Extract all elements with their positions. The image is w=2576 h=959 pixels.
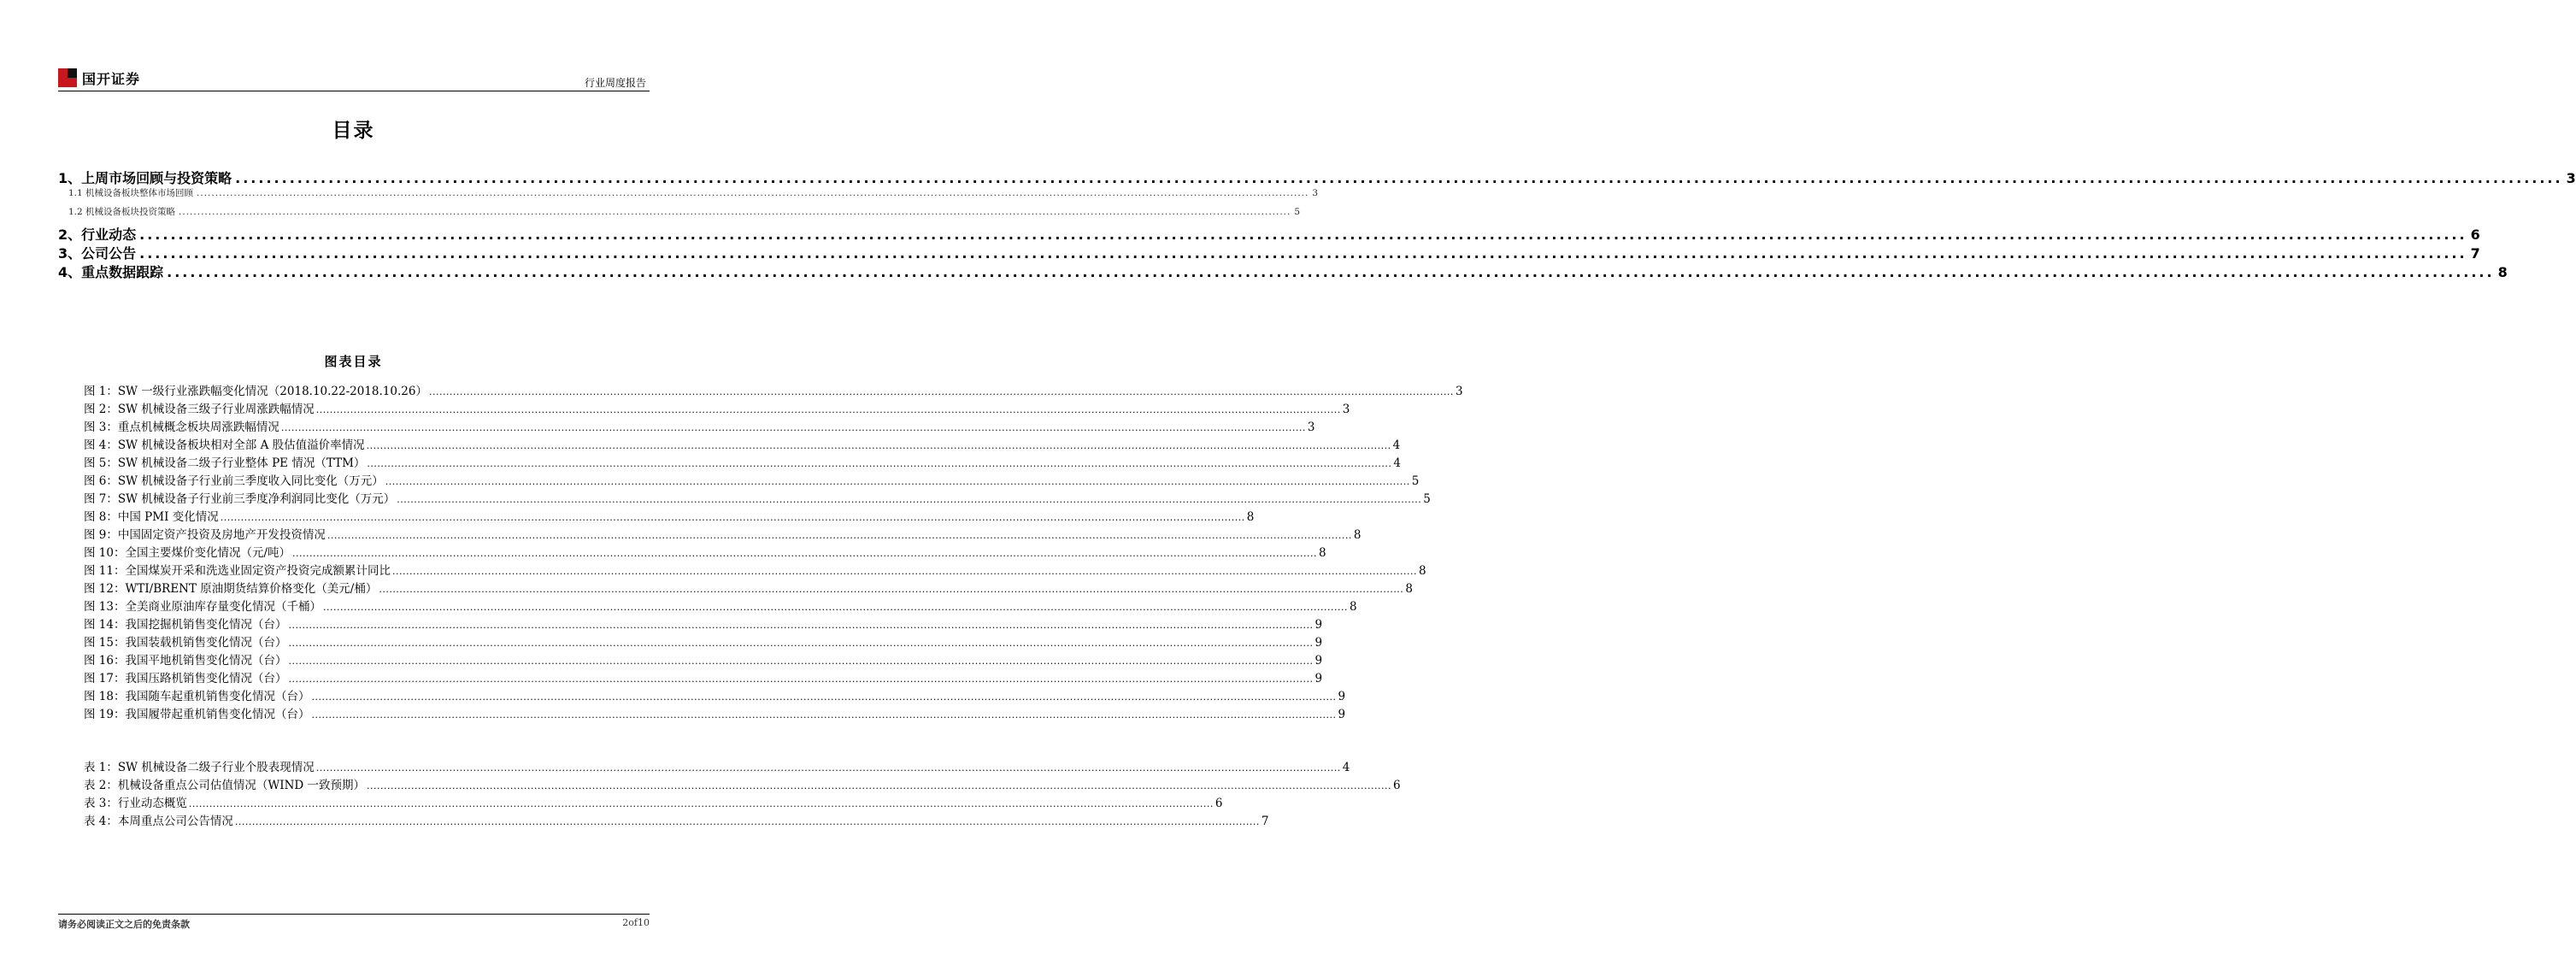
figure-entry-label: 图 2：SW 机械设备三级子行业周涨跌幅情况 <box>84 403 315 416</box>
figure-entry[interactable] <box>84 525 1362 543</box>
footer-disclaimer: 请务必阅读正文之后的免责条款 <box>58 919 190 930</box>
dot-leader: ............................................................................................................................................................................................................................................................................................................ <box>288 674 1314 685</box>
figure-entry-page: 9 <box>1314 672 1323 685</box>
dot-leader: ............................................................................................................................................................................................................................................................................................................ <box>391 566 1417 577</box>
figure-entry-label: 图 1：SW 一级行业涨跌幅变化情况（2018.10.22-2018.10.26） <box>84 385 427 398</box>
table-entry[interactable] <box>84 775 1401 793</box>
table-entry-label: 表 3：行业动态概览 <box>84 797 187 810</box>
figure-entry[interactable] <box>84 471 1420 489</box>
figure-entry-label: 图 15：我国装载机销售变化情况（台） <box>84 636 287 650</box>
toc-entry-page: 3 <box>2566 170 2576 186</box>
figure-entry-label: 图 3：重点机械概念板块周涨跌幅情况 <box>84 421 279 434</box>
figure-entry-label: 图 16：我国平地机销售变化情况（台） <box>84 654 287 668</box>
toc-entry[interactable] <box>58 186 1319 205</box>
figure-entry-label: 图 12：WTI/BRENT 原油期货结算价格变化（美元/桶） <box>84 582 378 596</box>
toc-entry-page: 8 <box>2497 264 2508 280</box>
figure-entry-page: 5 <box>1411 474 1420 488</box>
dot-leader: ............................................................................................................................................................................................................................................................................................................ <box>234 816 1260 827</box>
toc-entry[interactable] <box>58 243 2480 262</box>
report-type: 行业周度报告 <box>584 77 646 89</box>
dot-leader: ............................................................................................................................................................................................................................................................................................................ <box>397 494 1422 505</box>
table-entry-page: 6 <box>1393 779 1401 792</box>
figure-entry[interactable] <box>84 615 1323 632</box>
dot-leader: ............................................................................................................................................................................................................................................................................................................ <box>366 440 1391 451</box>
dot-leader: ............................................................................................................................................................................................................................................................................................................ <box>367 458 1392 469</box>
figure-entry[interactable] <box>84 453 1401 471</box>
figure-entry[interactable] <box>84 489 1431 507</box>
table-entry-label: 表 1：SW 机械设备二级子行业个股表现情况 <box>84 761 315 774</box>
dot-leader: ............................................................................................................................................................................................................................................................................................................ <box>315 762 1341 774</box>
figure-entry[interactable] <box>84 597 1357 615</box>
dot-leader: ............................................................................................................................................................................................................................................................................................................ <box>288 638 1314 649</box>
dot-leader: ............................................................................................................................................................................................................................................................................................................ <box>311 709 1337 721</box>
dot-leader: ............................................................................................................................................................................................................................................................................................................ <box>367 780 1392 791</box>
table-entry[interactable] <box>84 811 1269 829</box>
toc-entry[interactable] <box>58 224 2480 243</box>
page-header <box>58 60 650 91</box>
table-entry-page: 7 <box>1261 815 1269 828</box>
dot-leader: ............................................................................................................................................................................................................................................................................................................ <box>322 602 1348 613</box>
dot-leader: ............................................................................................................................................................................................................................................................................................................ <box>385 476 1410 487</box>
dot-leader: ............................................................................................................................................................................................................................................................................................................ <box>326 530 1352 541</box>
dot-leader: ............................................................................................................................................................................................................................................................................................................ <box>235 170 2563 186</box>
toc-entry-page: 5 <box>1294 207 1301 217</box>
table-entry-page: 6 <box>1214 797 1223 810</box>
figure-entry-label: 图 17：我国压路机销售变化情况（台） <box>84 672 287 685</box>
figure-entry[interactable] <box>84 668 1323 686</box>
toc-entry[interactable] <box>58 262 2508 280</box>
dot-leader: ............................................................................................................................................................................................................................................................................................................ <box>179 207 1291 217</box>
toc-entry-page: 6 <box>2470 227 2480 243</box>
dot-leader: ............................................................................................................................................................................................................................................................................................................ <box>197 188 1309 198</box>
table-entry-label: 表 4：本周重点公司公告情况 <box>84 815 233 828</box>
dot-leader: ............................................................................................................................................................................................................................................................................................................ <box>315 404 1341 415</box>
dot-leader: ............................................................................................................................................................................................................................................................................................................ <box>188 798 1214 809</box>
figure-entry-label: 图 13：全美商业原油库存量变化情况（千桶） <box>84 600 321 614</box>
logo-mark-icon <box>58 68 77 87</box>
figure-entry-page: 8 <box>1418 564 1426 578</box>
toc-entry-label: 3、公司公告 <box>58 245 137 262</box>
figure-entry[interactable] <box>84 650 1323 668</box>
toc-entry[interactable] <box>58 205 1301 224</box>
figure-entry-page: 8 <box>1319 546 1326 560</box>
figure-entry-label: 图 11：全国煤炭开采和洗选业固定资产投资完成额累计同比 <box>84 564 391 578</box>
table-entry[interactable] <box>84 757 1350 775</box>
table-entry[interactable] <box>84 793 1223 811</box>
toc-entry-label: 1.1 机械设备板块整体市场回顾 <box>68 188 194 198</box>
dot-leader: ............................................................................................................................................................................................................................................................................................................ <box>220 512 1245 523</box>
figure-entry-page: 4 <box>1393 456 1401 470</box>
company-logo <box>58 67 140 89</box>
figure-entry-label: 图 14：我国挖掘机销售变化情况（台） <box>84 618 287 632</box>
figure-entry-label: 图 8：中国 PMI 变化情况 <box>84 510 219 524</box>
figure-entry-page: 8 <box>1353 528 1362 542</box>
figure-entry[interactable] <box>84 561 1426 579</box>
figures-title: 图表目录 <box>324 354 383 369</box>
logo-text: 国开证券 <box>82 70 141 87</box>
dot-leader: ............................................................................................................................................................................................................................................................................................................ <box>139 245 2467 262</box>
figure-entry-label: 图 6：SW 机械设备子行业前三季度收入同比变化（万元） <box>84 474 384 488</box>
dot-leader: ............................................................................................................................................................................................................................................................................................................ <box>428 386 1454 397</box>
toc-entry-label: 2、行业动态 <box>58 227 137 243</box>
figure-entry[interactable] <box>84 381 1463 399</box>
figure-entry[interactable] <box>84 507 1255 525</box>
figure-entry-label: 图 19：我国履带起重机销售变化情况（台） <box>84 708 310 721</box>
dot-leader: ............................................................................................................................................................................................................................................................................................................ <box>292 548 1318 559</box>
figure-entry[interactable] <box>84 704 1346 722</box>
dot-leader: ............................................................................................................................................................................................................................................................................................................ <box>288 656 1314 667</box>
figure-entry-page: 3 <box>1342 403 1350 416</box>
figure-entry-page: 8 <box>1405 582 1413 596</box>
figure-entry-label: 图 4：SW 机械设备板块相对全部 A 股估值溢价率情况 <box>84 438 365 452</box>
figure-entry-page: 5 <box>1423 492 1431 506</box>
figure-entry[interactable] <box>84 543 1326 561</box>
figure-entry-page: 9 <box>1338 690 1346 703</box>
figure-entry-label: 图 10：全国主要煤价变化情况（元/吨） <box>84 546 291 560</box>
dot-leader: ............................................................................................................................................................................................................................................................................................................ <box>280 422 1306 433</box>
figure-entry[interactable] <box>84 632 1323 650</box>
toc-entry-label: 1、上周市场回顾与投资策略 <box>58 170 232 186</box>
dot-leader: ............................................................................................................................................................................................................................................................................................................ <box>167 264 2495 280</box>
dot-leader: ............................................................................................................................................................................................................................................................................................................ <box>379 584 1404 595</box>
figure-entry[interactable] <box>84 686 1346 704</box>
tables-list <box>84 757 1401 829</box>
figure-entry-label: 图 5：SW 机械设备二级子行业整体 PE 情况（TTM） <box>84 456 366 470</box>
dot-leader: ............................................................................................................................................................................................................................................................................................................ <box>288 620 1314 631</box>
figure-entry-label: 图 18：我国随车起重机销售变化情况（台） <box>84 690 310 703</box>
table-entry-page: 4 <box>1342 761 1350 774</box>
figure-entry-page: 3 <box>1307 421 1315 434</box>
toc-title: 目录 <box>332 120 375 142</box>
figure-entry[interactable] <box>84 435 1401 453</box>
toc-entry-label: 4、重点数据跟踪 <box>58 264 164 280</box>
toc-entry[interactable] <box>58 168 2576 186</box>
figure-entry-page: 8 <box>1349 600 1357 614</box>
figure-entry-page: 9 <box>1314 636 1323 650</box>
figure-entry-page: 8 <box>1246 510 1255 524</box>
figure-entry-page: 9 <box>1314 618 1323 632</box>
footer-page-number: 2of10 <box>622 917 650 928</box>
figure-entry[interactable] <box>84 417 1315 435</box>
table-entry-label: 表 2：机械设备重点公司估值情况（WIND 一致预期） <box>84 779 366 792</box>
figure-entry-page: 9 <box>1314 654 1323 668</box>
figure-entry-label: 图 7：SW 机械设备子行业前三季度净利润同比变化（万元） <box>84 492 396 506</box>
toc-entry-page: 3 <box>1312 188 1319 198</box>
toc-entry-label: 1.2 机械设备板块投资策略 <box>68 207 176 217</box>
footer-divider <box>58 914 650 915</box>
figure-entry-page: 4 <box>1392 438 1401 452</box>
figure-entry-page: 3 <box>1455 385 1463 398</box>
figure-entry-page: 9 <box>1338 708 1346 721</box>
dot-leader: ............................................................................................................................................................................................................................................................................................................ <box>311 691 1337 703</box>
dot-leader: ............................................................................................................................................................................................................................................................................................................ <box>139 227 2467 243</box>
figure-entry[interactable] <box>84 399 1350 417</box>
figure-entry[interactable] <box>84 579 1413 597</box>
toc-list <box>58 168 2576 280</box>
figure-entry-label: 图 9：中国固定资产投资及房地产开发投资情况 <box>84 528 326 542</box>
toc-entry-page: 7 <box>2470 245 2480 262</box>
figures-list <box>84 381 1463 722</box>
